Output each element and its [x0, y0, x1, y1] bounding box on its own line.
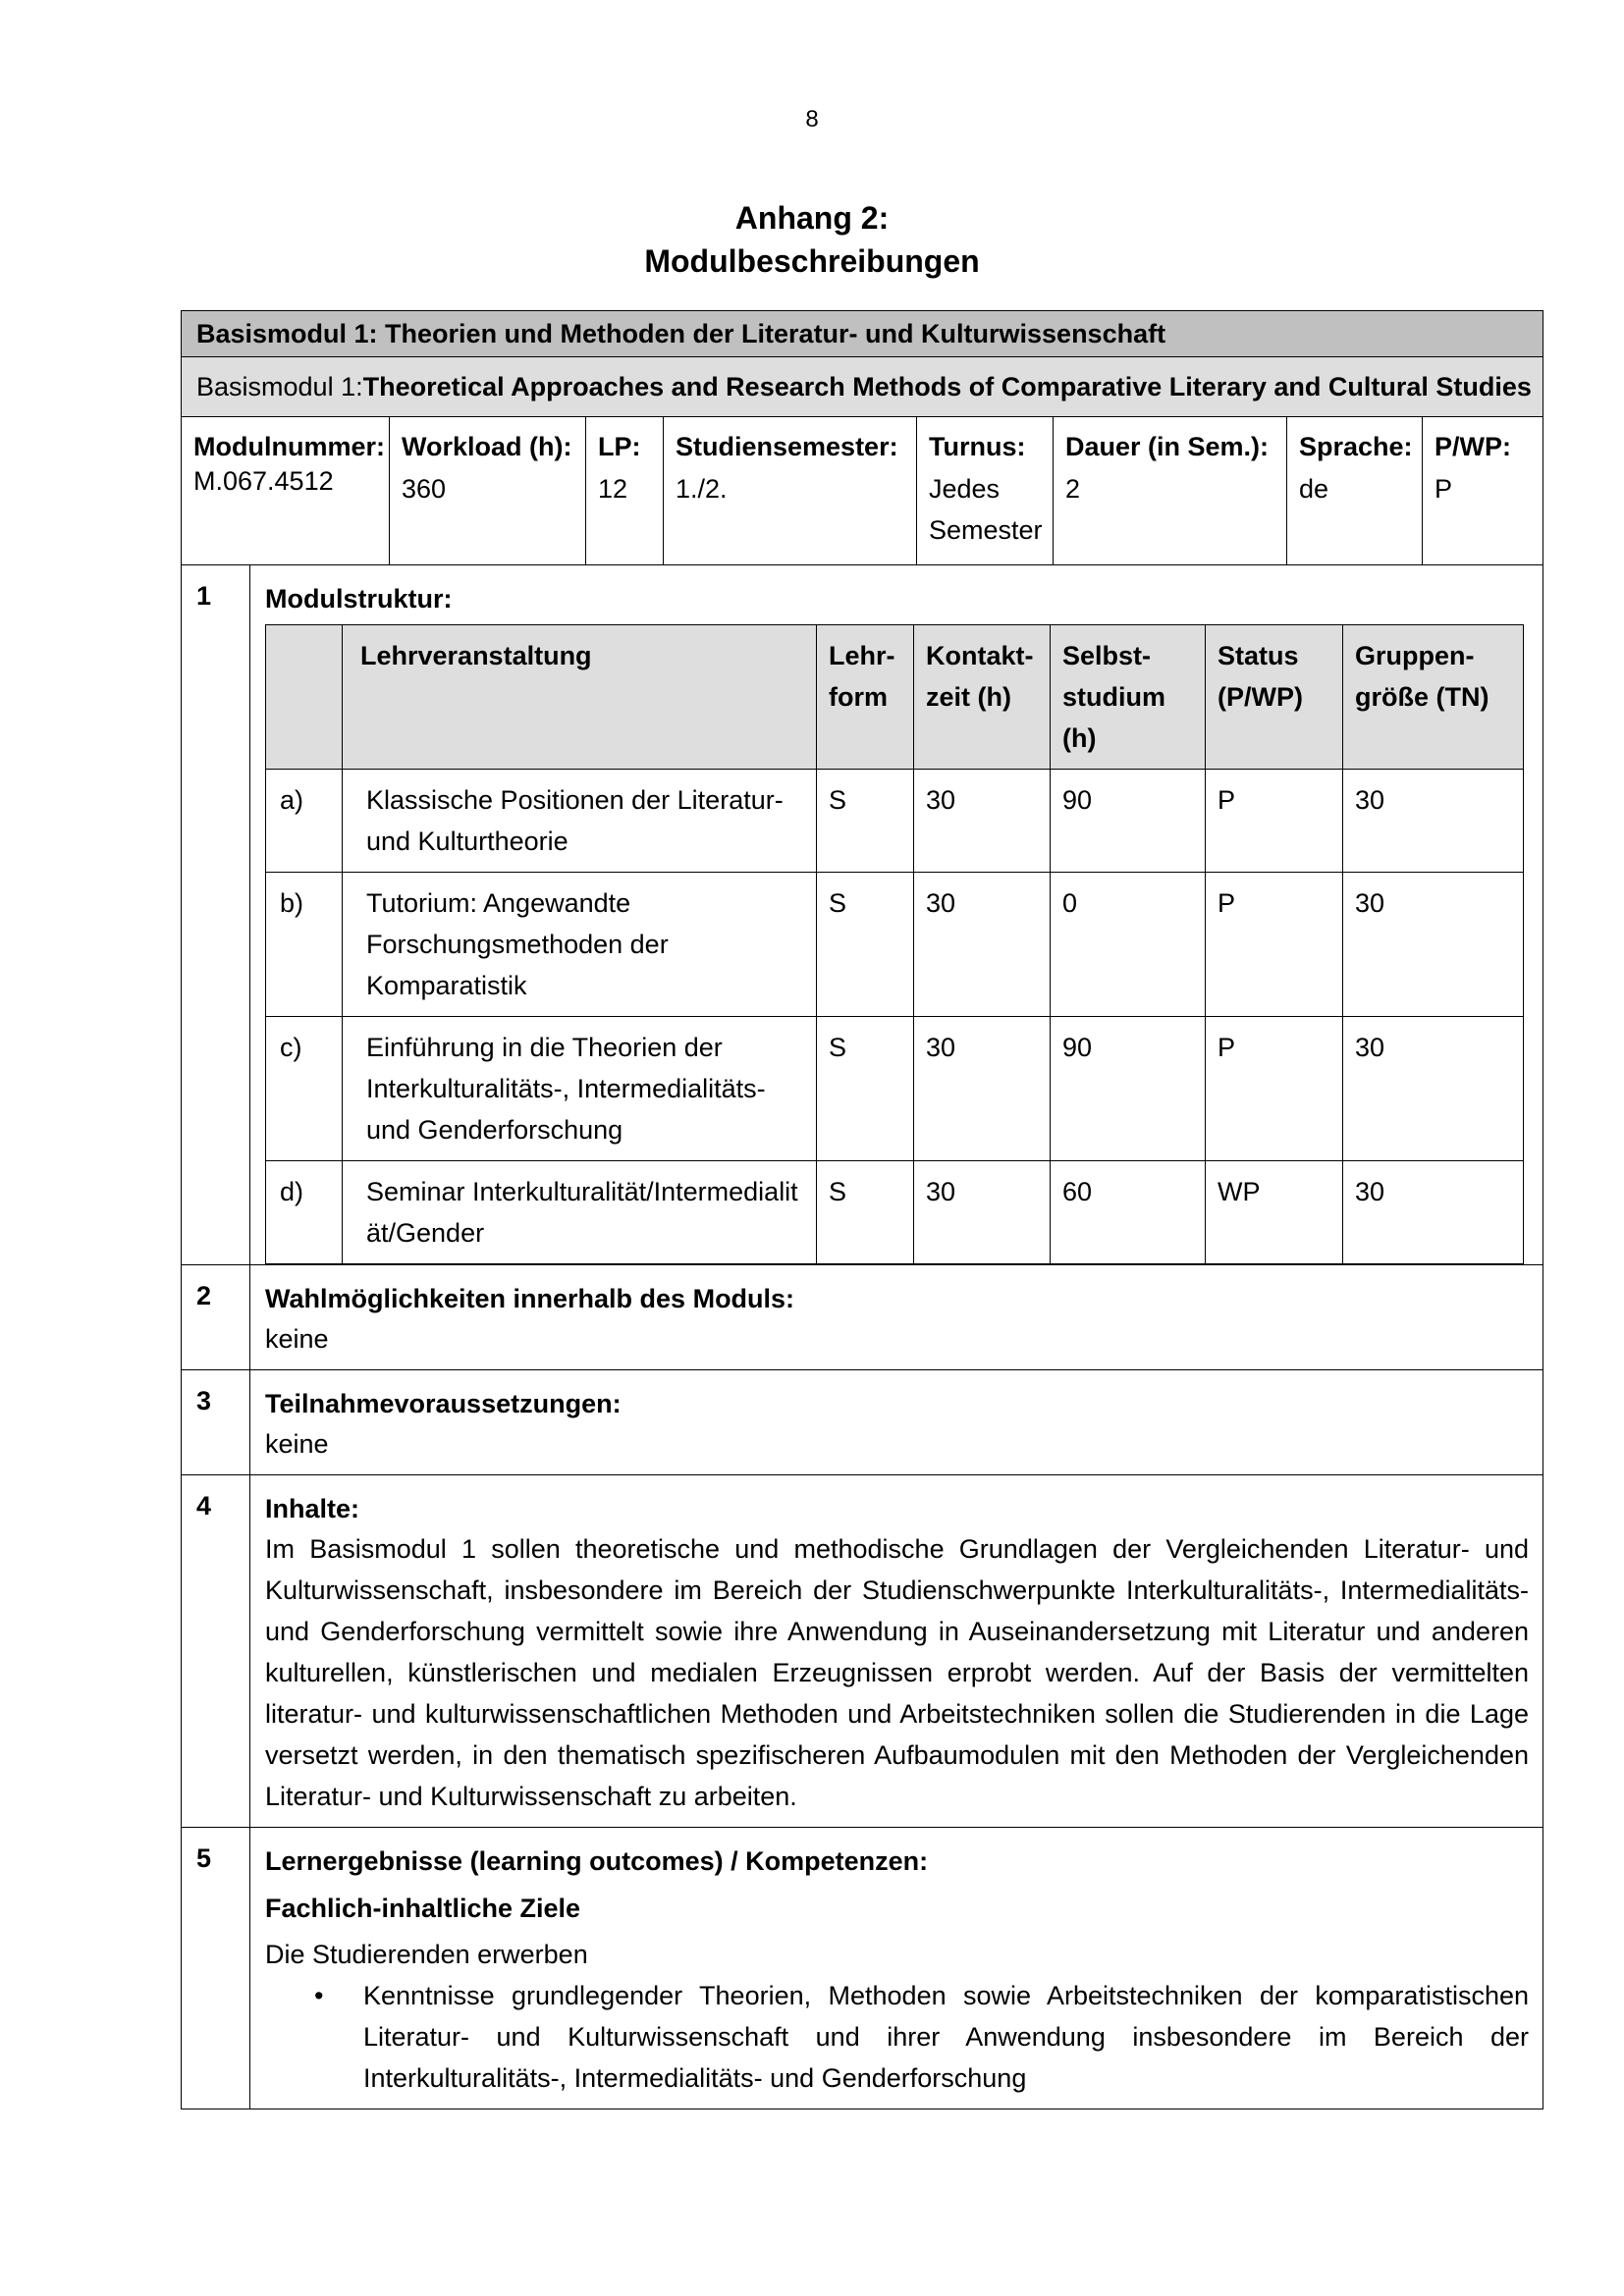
- table-row: [266, 873, 1524, 1017]
- meta-workload: [389, 417, 585, 564]
- cell: P: [1206, 873, 1343, 1017]
- course-name: Klassische Positionen der Literatur- und Kulturtheorie: [343, 770, 817, 873]
- cell: P: [1206, 1017, 1343, 1161]
- cell: 30: [914, 873, 1051, 1017]
- cell: 30: [914, 1161, 1051, 1264]
- column-header: Lehrveranstaltung: [343, 625, 817, 770]
- meta-studiensemester: [663, 417, 916, 564]
- meta-pwp: [1422, 417, 1543, 564]
- cell: S: [817, 873, 914, 1017]
- meta-label: Studiensemester:: [676, 432, 898, 461]
- table-row: [266, 770, 1524, 873]
- module-heading-en-title: Theoretical Approaches and Research Methods of Comparative Literary and Cultural Studies: [362, 371, 1532, 401]
- list-item-text: Kenntnisse grundlegender Theorien, Methoden sowie Arbeitstechniken der komparatistischen Literatur- und Kulturwissenschaft und ihrer Anwendung insbesondere im Bereich der Interkulturalitäts-, Intermedialitäts- und Genderforschung: [363, 1981, 1529, 2093]
- column-header: Kontakt-zeit (h): [914, 625, 1051, 770]
- section-1: [182, 564, 1543, 1264]
- section-text: Im Basismodul 1 sollen theoretische und methodische Grundlagen der Vergleichenden Literatur- und Kulturwissenschaft, insbesondere im Bereich der Studienschwerpunkte Interkulturalitäts-, Intermedialitäts- und Genderforschung vermittelt sowie ihre Anwendung in Auseinandersetzung mit Literatur und anderen kulturellen, künstlerischen und medialen Erzeugnissen erprobt werden. Auf der Basis der vermittelten literatur- und kulturwissenschaftlichen Methoden und Arbeitstechniken sollen die Studierenden in die Lage versetzt werden, in den thematisch spezifischeren Aufbaumodulen mit den Methoden der Vergleichenden Literatur- und Kulturwissenschaft zu arbeiten.: [265, 1534, 1529, 1811]
- table-row: [266, 1017, 1524, 1161]
- cell: S: [817, 1161, 914, 1264]
- section-3: [182, 1369, 1543, 1474]
- meta-value: 360: [402, 474, 447, 504]
- outcome-list: [265, 1975, 1529, 2099]
- module-heading-de: Basismodul 1: Theorien und Methoden der Literatur- und Kulturwissenschaft: [182, 311, 1543, 356]
- page-number: 8: [805, 106, 819, 133]
- meta-label: Turnus:: [929, 432, 1026, 461]
- cell: 30: [1343, 1161, 1524, 1264]
- section-number: 1: [182, 565, 250, 1264]
- meta-label: Dauer (in Sem.):: [1065, 432, 1270, 461]
- cell: S: [817, 1017, 914, 1161]
- section-subtitle: Fachlich-inhaltliche Ziele: [265, 1894, 581, 1923]
- row-letter: d): [266, 1161, 343, 1264]
- meta-modulnummer: [182, 417, 389, 564]
- list-item: [265, 1975, 1529, 2099]
- cell: 0: [1051, 873, 1206, 1017]
- section-title: Inhalte:: [265, 1494, 360, 1523]
- cell: 30: [1343, 770, 1524, 873]
- cell: 30: [1343, 873, 1524, 1017]
- cell: 30: [914, 770, 1051, 873]
- meta-label: Modulnummer:: [193, 432, 385, 461]
- meta-value: M.067.4512: [193, 466, 334, 496]
- bullet-icon: •: [314, 1981, 324, 2010]
- row-letter: c): [266, 1017, 343, 1161]
- section-title: Lernergebnisse (learning outcomes) / Kompetenzen:: [265, 1846, 929, 1876]
- section-number: 5: [182, 1828, 250, 2109]
- section-4: [182, 1474, 1543, 1827]
- course-structure-table: [265, 624, 1524, 1264]
- column-header: Selbst-studium (h): [1051, 625, 1206, 770]
- meta-value: 1./2.: [676, 474, 728, 504]
- row-letter: a): [266, 770, 343, 873]
- course-name: Einführung in die Theorien der Interkulturalitäts-, Intermedialitäts- und Genderforschung: [343, 1017, 817, 1161]
- module-heading-en-prefix: Basismodul 1:: [196, 371, 363, 401]
- page-title: [0, 196, 1624, 283]
- section-title: Modulstruktur:: [265, 584, 453, 614]
- cell: 30: [914, 1017, 1051, 1161]
- meta-label: LP:: [598, 432, 641, 461]
- section-intro: Die Studierenden erwerben: [265, 1940, 588, 1969]
- meta-lp: [585, 417, 663, 564]
- section-title: Teilnahmevoraussetzungen:: [265, 1389, 622, 1418]
- meta-label: Sprache:: [1299, 432, 1413, 461]
- cell: S: [817, 770, 914, 873]
- cell: WP: [1206, 1161, 1343, 1264]
- meta-sprache: [1286, 417, 1422, 564]
- section-2: [182, 1264, 1543, 1369]
- meta-value: 12: [598, 474, 628, 504]
- cell: 90: [1051, 1017, 1206, 1161]
- meta-label: P/WP:: [1435, 432, 1511, 461]
- course-name: Seminar Interkulturalität/Intermedialität/Gender: [343, 1161, 817, 1264]
- course-name: Tutorium: Angewandte Forschungsmethoden der Komparatistik: [343, 873, 817, 1017]
- title-line-2: Modulbeschreibungen: [644, 243, 980, 279]
- cell: P: [1206, 770, 1343, 873]
- meta-turnus: [916, 417, 1053, 564]
- section-number: 3: [182, 1370, 250, 1474]
- column-header: [266, 625, 343, 770]
- module-heading-en: [182, 356, 1543, 416]
- cell: 90: [1051, 770, 1206, 873]
- section-number: 2: [182, 1265, 250, 1369]
- section-text: keine: [265, 1429, 329, 1459]
- meta-value: de: [1299, 474, 1329, 504]
- meta-value: 2: [1065, 474, 1081, 504]
- module-table: [181, 310, 1543, 2109]
- section-number: 4: [182, 1475, 250, 1827]
- meta-label: Workload (h):: [402, 432, 572, 461]
- meta-dauer: [1053, 417, 1286, 564]
- table-row: [266, 1161, 1524, 1264]
- cell: 60: [1051, 1161, 1206, 1264]
- column-header: Gruppen-größe (TN): [1343, 625, 1524, 770]
- meta-value: P: [1435, 474, 1453, 504]
- column-header: Status (P/WP): [1206, 625, 1343, 770]
- column-header: Lehr-form: [817, 625, 914, 770]
- meta-value: Jedes Semester: [929, 474, 1043, 545]
- row-letter: b): [266, 873, 343, 1017]
- section-text: keine: [265, 1324, 329, 1354]
- title-line-1: Anhang 2:: [734, 200, 890, 236]
- module-meta-row: [182, 416, 1543, 564]
- section-title: Wahlmöglichkeiten innerhalb des Moduls:: [265, 1284, 795, 1313]
- table-header-row: [266, 625, 1524, 770]
- cell: 30: [1343, 1017, 1524, 1161]
- section-5: [182, 1827, 1543, 2109]
